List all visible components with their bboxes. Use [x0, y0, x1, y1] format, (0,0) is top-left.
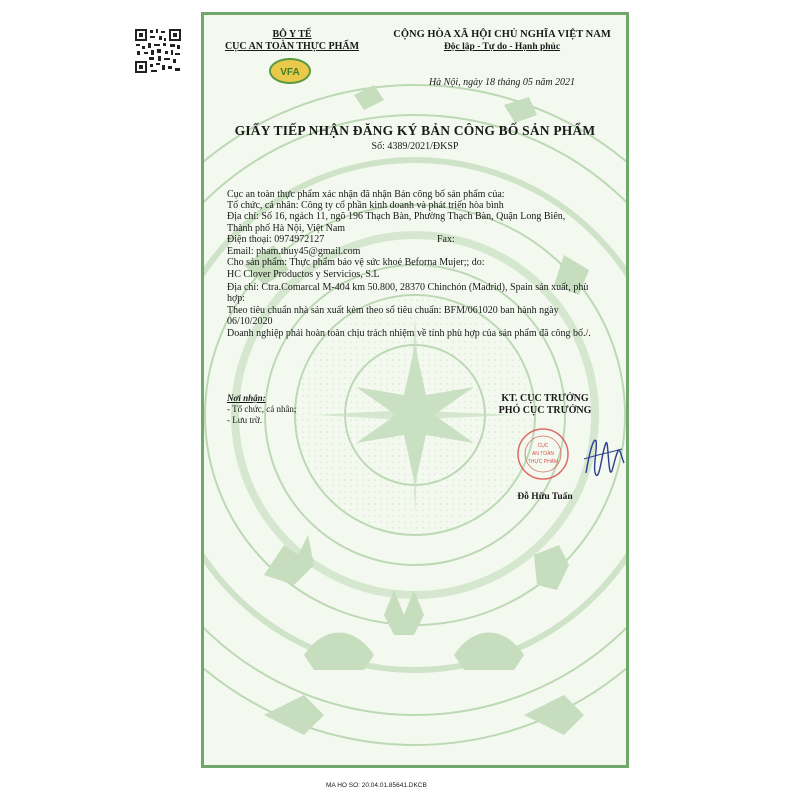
recipients	[227, 393, 397, 426]
body-line: HC Clover Productos y Servicios, S.L	[227, 269, 380, 281]
national-motto: Độc lập - Tự do - Hạnh phúc	[443, 42, 561, 52]
body-line: 06/10/2020	[227, 316, 273, 328]
body-line: Địa chỉ: Số 16, ngách 11, ngõ 196 Thạch Bàn, Phường Thạch Bàn, Quận Long Biên,	[227, 211, 566, 223]
body-line: Thành phố Hà Nội, Việt Nam	[227, 222, 346, 234]
recipient-item: - Lưu trữ.	[227, 415, 262, 425]
country-name: CỘNG HÒA XÃ HỘI CHỦ NGHĨA VIỆT NAM	[393, 29, 611, 40]
svg-text:CỤC: CỤC	[537, 443, 549, 449]
body-line: Cho sản phẩm: Thực phẩm bảo vệ sức khoẻ Beforna Mujer;; do:	[227, 257, 485, 269]
certificate	[201, 12, 629, 768]
recipients-title: Nơi nhận:	[227, 393, 266, 403]
recipient-item: - Tổ chức, cá nhân;	[227, 404, 297, 414]
issue-date: Hà Nội, ngày 18 tháng 05 năm 2021	[428, 77, 576, 88]
signer-name: Đỗ Hữu Tuấn	[517, 492, 573, 502]
handwritten-signature	[582, 429, 626, 481]
qr-code	[134, 28, 182, 74]
signer-title-2: PHÓ CỤC TRƯỞNG	[498, 405, 592, 416]
phone-value: Điện thoại: 0974972127	[227, 233, 325, 245]
official-stamp	[516, 427, 570, 481]
fax-label: Fax:	[437, 233, 455, 245]
body-line: hợp:	[227, 292, 246, 304]
svg-text:THỰC PHẨM: THỰC PHẨM	[527, 459, 559, 465]
vfa-logo	[268, 57, 312, 85]
body-line: Cục an toàn thực phẩm xác nhận đã nhận Bản công bố sản phẩm của:	[227, 189, 505, 200]
email-line: Email: pham.thuy45@gmail.com	[227, 246, 361, 258]
signer-title-1: KT. CỤC TRƯỞNG	[501, 393, 589, 404]
signature-block	[470, 393, 620, 417]
body-line: Theo tiêu chuẩn nhà sản xuất kèm theo số tiêu chuẩn: BFM/061020 ban hành ngày	[227, 305, 559, 317]
body-line: Doanh nghiệp phải hoàn toàn chịu trách nhiệm về tính phù hợp của sản phẩm đã công bố./.	[227, 328, 591, 340]
body-line: Địa chỉ: Ctra.Comarcal M-404 km 50.800, 28370 Chinchón (Madrid), Spain sản xuất, phù	[227, 281, 589, 293]
agency-name: CỤC AN TOÀN THỰC PHẨM	[224, 41, 360, 52]
phone-line	[227, 234, 619, 245]
document-body	[227, 189, 619, 340]
logo-text: VFA	[280, 67, 300, 78]
body-line: Tổ chức, cá nhân: Công ty cổ phần kinh doanh và phát triển hòa bình	[227, 200, 504, 212]
ministry-name: BỘ Y TẾ	[272, 29, 312, 40]
svg-text:AN TOÀN: AN TOÀN	[531, 451, 555, 457]
document-number: Số: 4389/2021/ĐKSP	[371, 141, 459, 152]
country-header	[380, 29, 624, 53]
document-title: GIẤY TIẾP NHẬN ĐĂNG KÝ BẢN CÔNG BỐ SẢN PHẨM	[234, 123, 596, 138]
issuer-header	[212, 29, 372, 53]
dossier-code: MA HO SO: 20.04.01.85641.DKCB	[326, 782, 427, 789]
